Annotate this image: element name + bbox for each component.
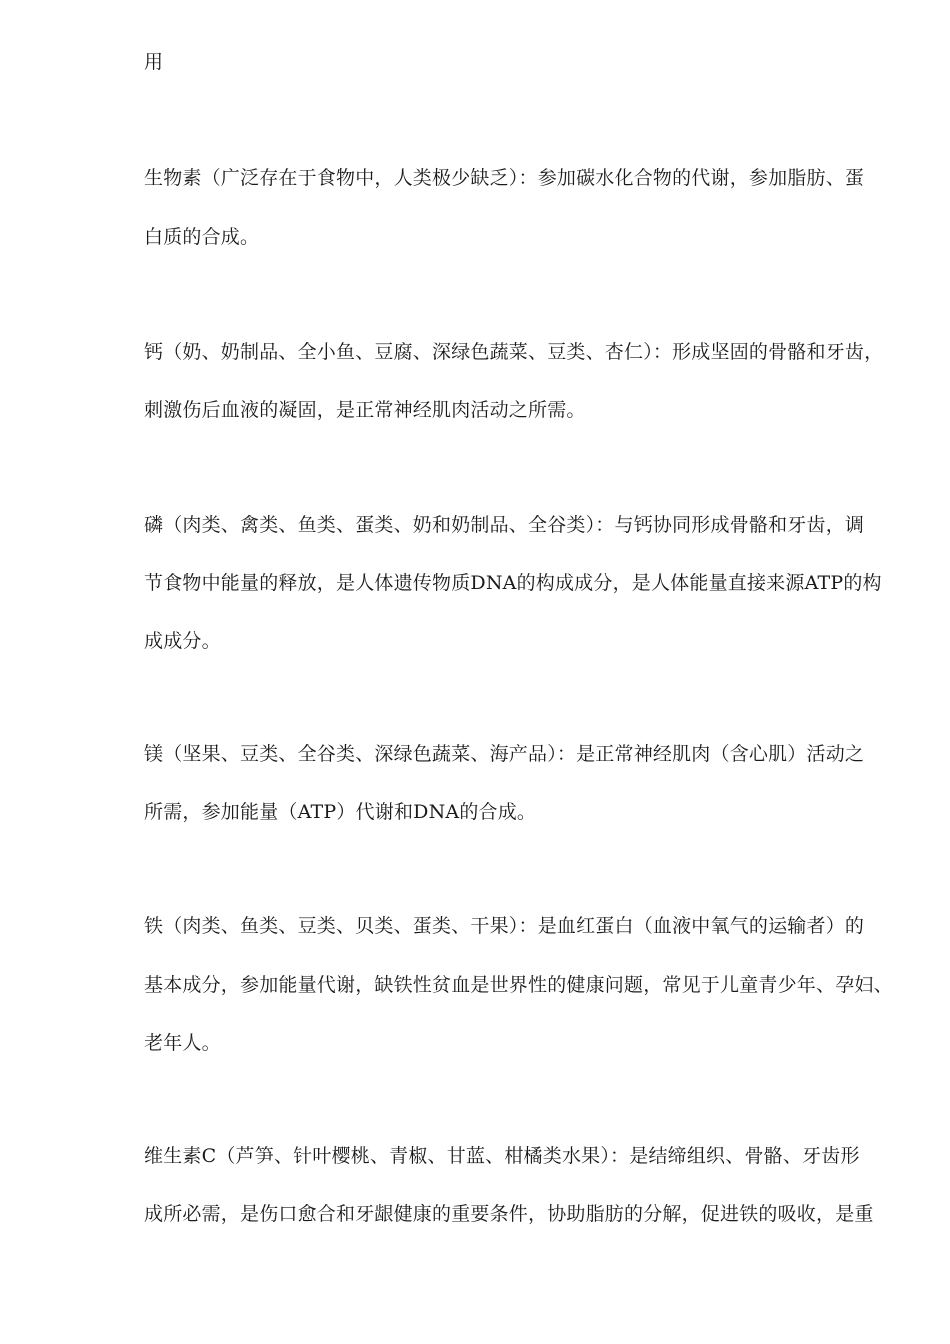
text-line: 基本成分，参加能量代谢，缺铁性贫血是世界性的健康问题，常见于儿童青少年、孕妇、 <box>144 974 893 996</box>
text-line: 用 <box>144 51 164 73</box>
text-line: 镁（坚果、豆类、全谷类、深绿色蔬菜、海产品）：是正常神经肌肉（含心肌）活动之 <box>144 743 865 765</box>
text-line: 铁（肉类、鱼类、豆类、贝类、蛋类、干果）：是血红蛋白（血液中氧气的运输者）的 <box>144 915 865 937</box>
text-line: 老年人。 <box>144 1032 221 1054</box>
text-line: 生物素（广泛存在于食物中，人类极少缺乏）：参加碳水化合物的代谢，参加脂肪、蛋 <box>144 167 865 189</box>
text-line: 维生素C（芦笋、针叶樱桃、青椒、甘蓝、柑橘类水果）：是结缔组织、骨骼、牙齿形 <box>144 1145 860 1167</box>
text-line: 钙（奶、奶制品、全小鱼、豆腐、深绿色蔬菜、豆类、杏仁）：形成坚固的骨骼和牙齿， <box>144 341 884 363</box>
text-line: 成所必需，是伤口愈合和牙龈健康的重要条件，协助脂肪的分解，促进铁的吸收，是重 <box>144 1203 874 1225</box>
text-line: 刺激伤后血液的凝固，是正常神经肌肉活动之所需。 <box>144 399 586 421</box>
text-line: 节食物中能量的释放，是人体遗传物质DNA的构成成分，是人体能量直接来源ATP的构 <box>144 572 882 594</box>
text-line: 磷（肉类、禽类、鱼类、蛋类、奶和奶制品、全谷类）：与钙协同形成骨骼和牙齿，调 <box>144 514 865 536</box>
text-line: 所需，参加能量（ATP）代谢和DNA的合成。 <box>144 801 537 823</box>
text-line: 白质的合成。 <box>144 226 260 248</box>
text-line: 成成分。 <box>144 630 221 652</box>
